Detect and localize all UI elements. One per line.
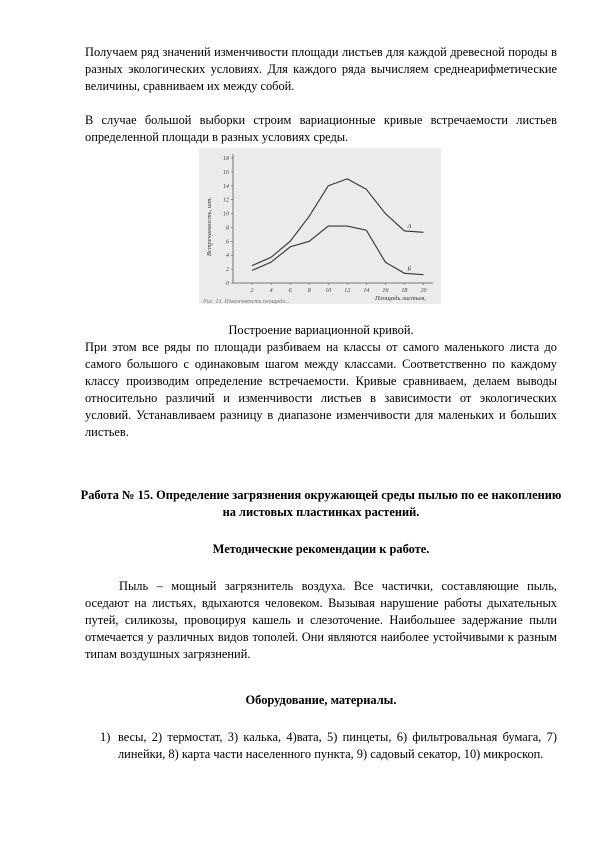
chart-x-tick-label: 18 <box>401 288 408 294</box>
equipment-heading: Оборудование, материалы. <box>245 693 397 707</box>
chart-y-ticks <box>223 156 233 287</box>
chart-y-tick-label: 14 <box>223 183 229 190</box>
chart-y-tick-label: 18 <box>223 156 229 162</box>
paragraph-classes: При этом все ряды по площади разбиваем на классы от самого маленького листа до самого большого с одинаковым шагом между классами. Соответственно по каждому классу производим определение встречаемости. Кривые сравниваем, делаем выводы относительно различий и изменчивости листьев в зависимости от экологических условий. Устанавливаем разницу в диапазоне изменчивости для маленьких и больших листьев. <box>85 340 557 439</box>
paragraph-dust: Пыль – мощный загрязнитель воздуха. Все частички, составляющие пыль, оседают на листьях, вдыхаются человеком. Вызывая нарушение работы дыхательных путей, силикозы, провоцируя кашель и слезоточение. Наибольшее задержание пыли отмечается у различных видов тополей. Они являются наиболее устойчивыми к разным типам воздушных загрязнений. <box>85 579 557 661</box>
chart-x-tick-label: 20 <box>420 288 427 294</box>
chart-series-label: А <box>407 222 412 230</box>
chart-series-line-a <box>252 179 423 266</box>
chart-x-axis-label: Площадь листьев, <box>375 295 427 302</box>
equipment-list <box>100 729 557 763</box>
intro-paragraph-1: Получаем ряд значений изменчивости площади листьев для каждой древесной породы в разных экологических условиях. Для каждого ряда вычисляем среднеарифметические величины, сравниваем их между собой. <box>85 45 557 93</box>
chart-x-ticks <box>251 283 427 294</box>
chart-series-label: Б <box>407 265 412 273</box>
variation-curve-chart <box>199 148 441 304</box>
chart-x-tick-label: 12 <box>344 288 351 294</box>
chart-x-tick-label: 16 <box>382 288 389 294</box>
equipment-list-number: 1) <box>100 730 111 744</box>
figure-caption-fragment: Рис. 13. Изменчивость площади... <box>203 299 290 304</box>
chart-y-tick-label: 10 <box>223 211 229 218</box>
chart-y-axis-label: Встречаемость, шт. <box>206 196 213 256</box>
chart-x-tick-label: 6 <box>288 288 292 294</box>
chart-y-tick-label: 4 <box>226 253 229 260</box>
chart-x-tick-label: 8 <box>307 288 311 294</box>
chart-x-tick-label: 4 <box>269 288 273 294</box>
equipment-list-text: весы, 2) термостат, 3) калька, 4)вата, 5) пинцеты, 6) фильтровальная бумага, 7) линейки, 8) карта части населенного пункта, 9) садовый секатор, 10) микроскоп. <box>118 730 557 761</box>
chart-y-tick-label: 12 <box>223 197 229 204</box>
chart-series-line-b <box>252 226 423 275</box>
chart-y-tick-label: 8 <box>226 225 229 232</box>
chart-axes <box>233 154 433 283</box>
figure-title: Построение вариационной кривой. <box>228 323 414 337</box>
work-title: Работа № 15. Определение загрязнения окружающей среды пылью по ее накоплению на листовых пластинках растений. <box>80 488 562 519</box>
chart-x-tick-label: 10 <box>325 288 332 294</box>
chart-y-tick-label: 0 <box>226 281 229 287</box>
method-heading: Методические рекомендации к работе. <box>212 542 430 556</box>
intro-paragraph-2: В случае большой выборки строим вариационные кривые встречаемости листьев определенной площади в разных условиях среды. <box>85 113 557 144</box>
chart-x-tick-label: 14 <box>363 288 370 294</box>
chart-series <box>252 179 423 275</box>
chart-y-tick-label: 2 <box>226 267 229 274</box>
variation-curve-figure <box>199 148 441 304</box>
chart-y-tick-label: 6 <box>226 239 229 246</box>
chart-x-tick-label: 2 <box>250 288 254 294</box>
chart-y-tick-label: 16 <box>223 169 229 176</box>
